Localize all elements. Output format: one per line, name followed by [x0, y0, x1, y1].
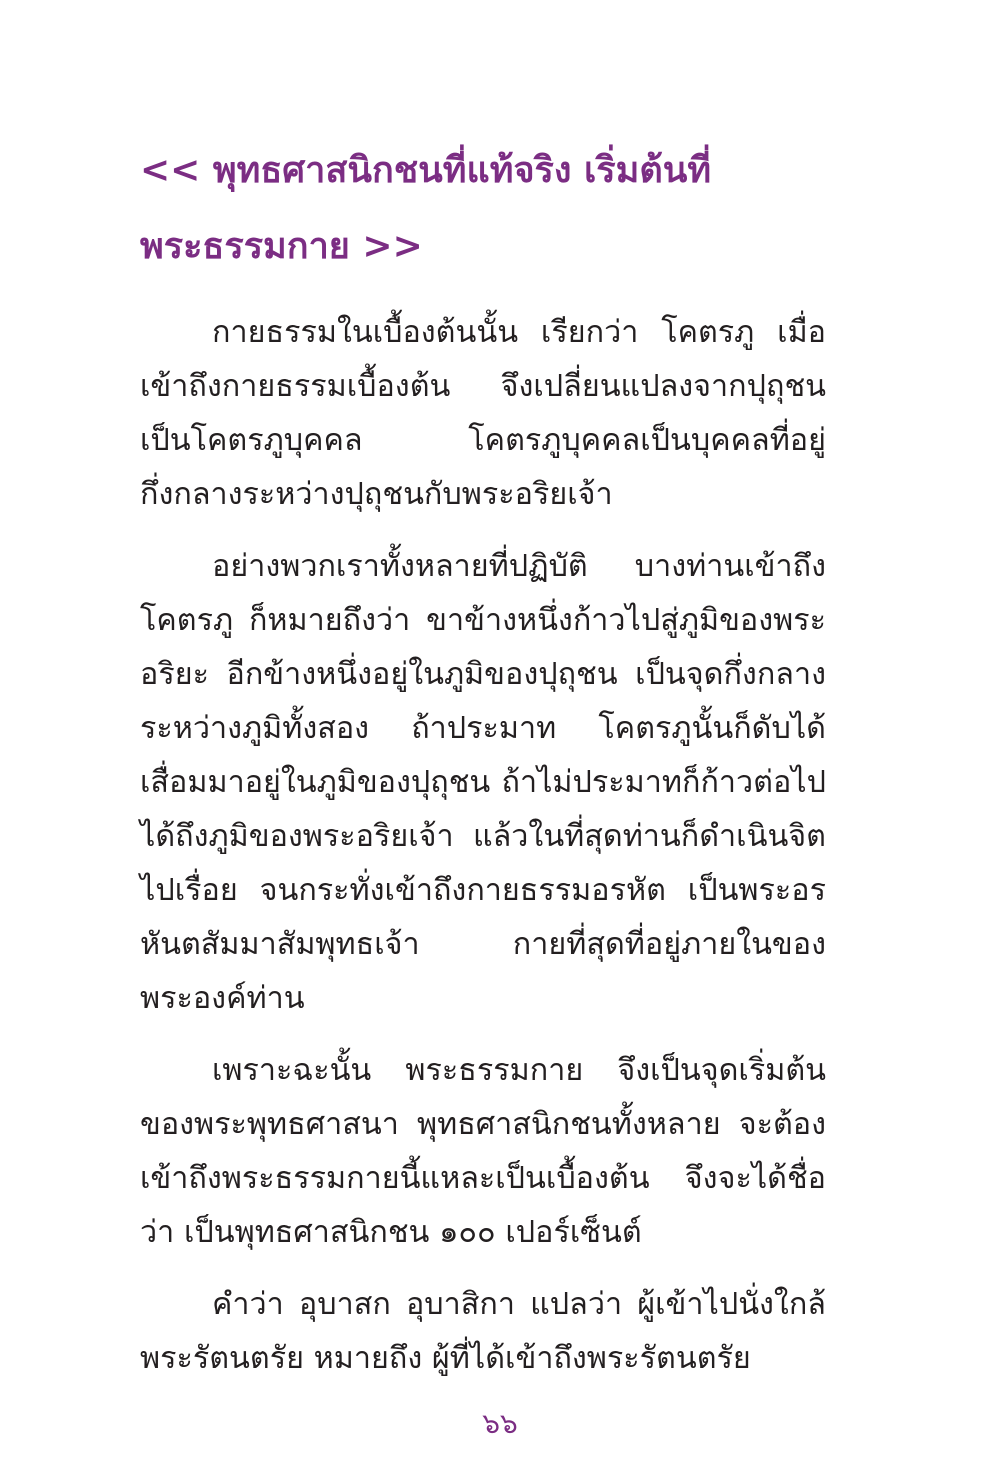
section-heading-line-2: พระธรรมกาย >>	[140, 225, 423, 267]
paragraph-4: คำว่า อุบาสก อุบาสิกา แปลว่า ผู้เข้าไปนั่งใกล้พระรัตนตรัย หมายถึง ผู้ที่ได้เข้าถึงพระรัตนตรัย	[140, 1287, 826, 1376]
page-number: ๖๖	[482, 1407, 518, 1440]
section-heading-line-1: << พุทธศาสนิกชนที่แท้จริง เริ่มต้นที่	[140, 149, 712, 191]
body-text	[140, 306, 826, 1404]
paragraph-1: กายธรรมในเบื้องต้นนั้น เรียกว่า โคตรภู เมื่อเข้าถึงกายธรรมเบื้องต้น จึงเปลี่ยนแปลงจากปุถุชนเป็นโคตรภูบุคคล โคตรภูบุคคลเป็นบุคคลที่อยู่กึ่งกลางระหว่างปุถุชนกับพระอริยเจ้า	[140, 315, 826, 512]
paragraph-3: เพราะฉะนั้น พระธรรมกาย จึงเป็นจุดเริ่มต้นของพระพุทธศาสนา พุทธศาสนิกชนทั้งหลาย จะต้องเข้าถึงพระธรรมกายนี้แหละเป็นเบื้องต้น จึงจะได้ชื่อว่า เป็นพุทธศาสนิกชน ๑๐๐ เปอร์เซ็นต์	[140, 1053, 826, 1250]
paragraph-2: อย่างพวกเราทั้งหลายที่ปฏิบัติ บางท่านเข้าถึงโคตรภู ก็หมายถึงว่า ขาข้างหนึ่งก้าวไปสู่ภูมิของพระอริยะ อีกข้างหนึ่งอยู่ในภูมิของปุถุชน เป็นจุดกึ่งกลางระหว่างภูมิทั้งสอง ถ้าประมาท โคตรภูนั้นก็ดับได้ เสื่อมมาอยู่ในภูมิของปุถุชน ถ้าไม่ประมาทก็ก้าวต่อไปได้ถึงภูมิของพระอริยเจ้า แล้วในที่สุดท่านก็ดำเนินจิตไปเรื่อย จนกระทั่งเข้าถึงกายธรรมอรหัต เป็นพระอรหันตสัมมาสัมพุทธเจ้า กายที่สุดที่อยู่ภายในของพระองค์ท่าน	[140, 549, 826, 1016]
